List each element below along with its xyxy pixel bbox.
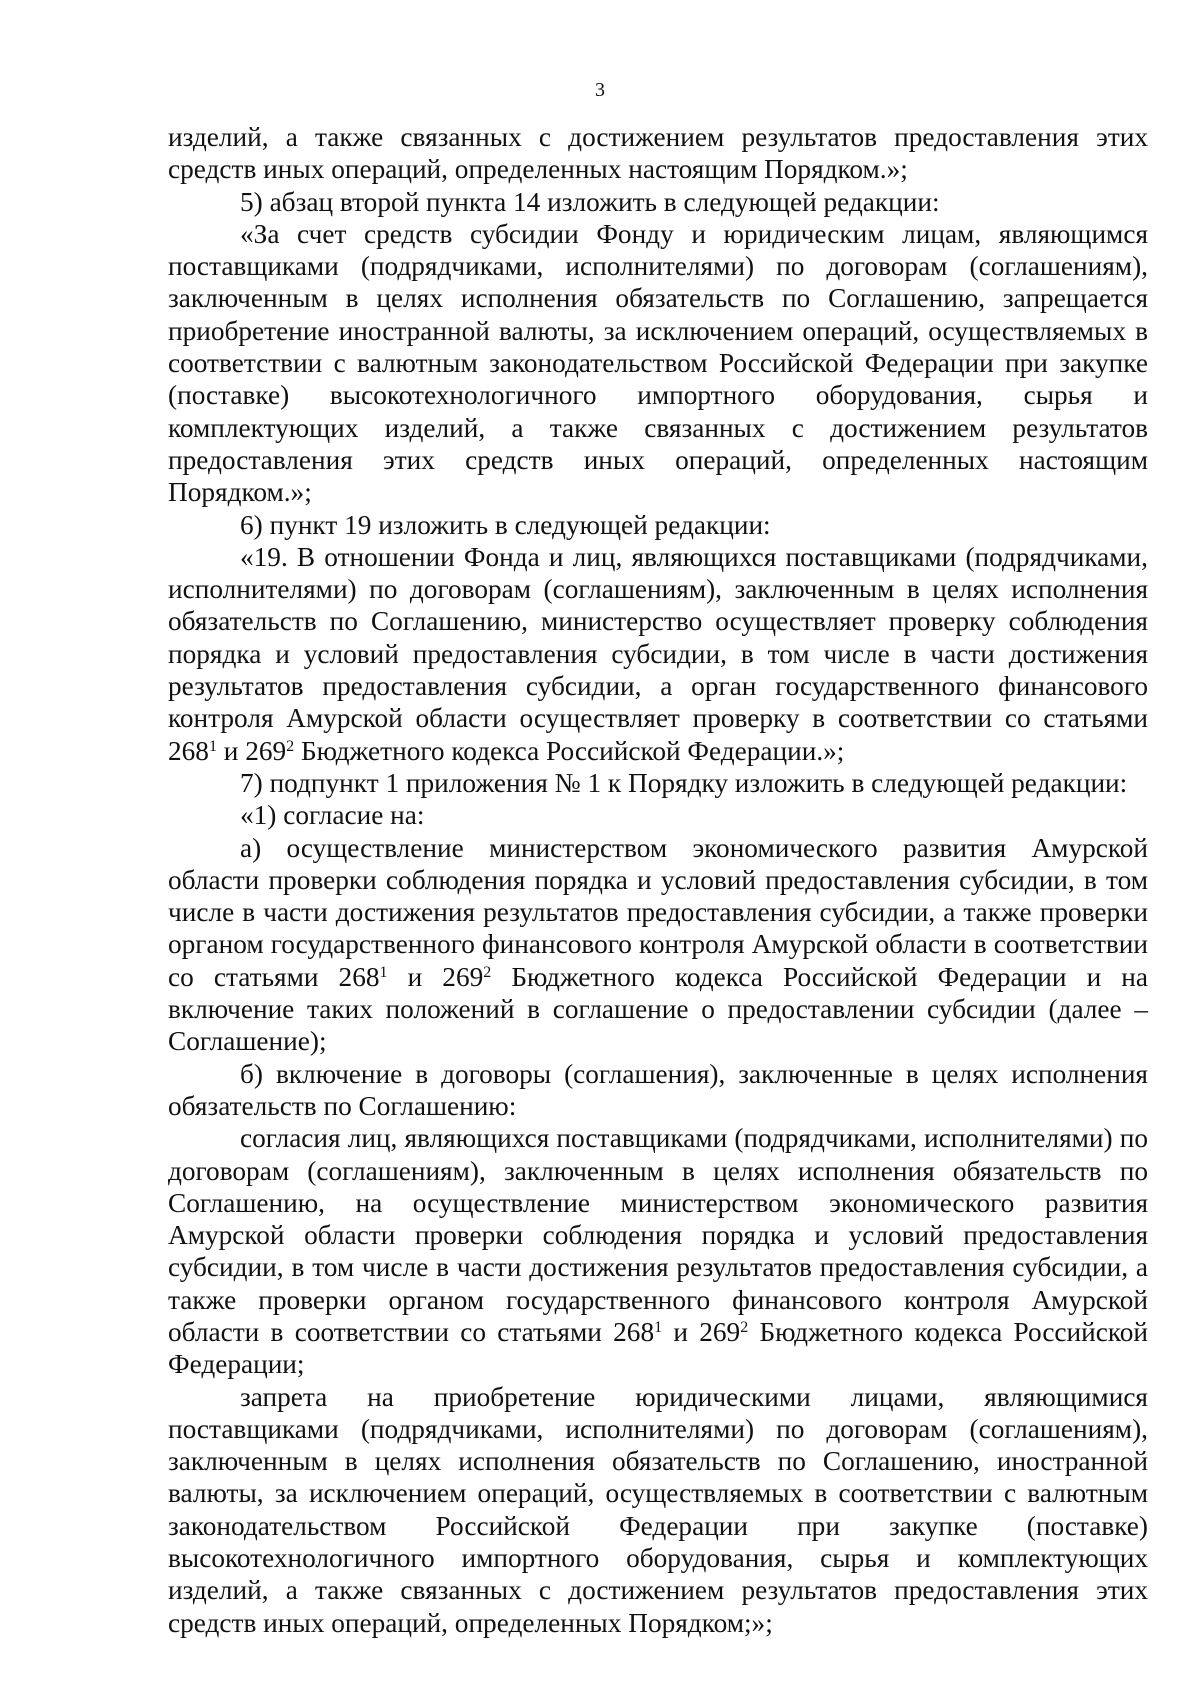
paragraph-item-6: 6) пункт 19 изложить в следующей редакции:: [240, 509, 771, 540]
paragraph-subitem-b: б) включение в договоры (соглашения), заключенные в целях исполнения обязательств по Соглашению:: [168, 1058, 1148, 1121]
paragraph-item-7: 7) подпункт 1 приложения № 1 к Порядку изложить в следующей редакции:: [240, 767, 1128, 798]
document-body: [168, 121, 1148, 1639]
paragraph-prohibition: запрета на приобретение юридическими лицами, являющимися поставщиками (подрядчиками, исполнителями) по договорам (соглашениям), заключенным в целях исполнения обязательств по Соглашению, иностранной валюты, за исключением операций, осуществляемых в соответствии с валютным законодательством Российской Федерации при закупке (поставке) высокотехнологичного импортного оборудования, сырья и комплектующих изделий, а также связанных с достижением результатов предоставления этих средств иных операций, определенных Порядком;»;: [168, 1381, 1148, 1638]
paragraph-item-5-quote: «За счет средств субсидии Фонду и юридическим лицам, являющимся поставщиками (подрядчиками, исполнителями) по договорам (соглашениям), заключенным в целях исполнения обязательств по Соглашению, запрещается приобретение иностранной валюты, за исключением операций, осуществляемых в соответствии с валютным законодательством Российской Федерации при закупке (поставке) высокотехнологичного импортного оборудования, сырья и комплектующих изделий, а также связанных с достижением результатов предоставления этих средств иных операций, определенных настоящим Порядком.»;: [168, 218, 1148, 508]
paragraph-subitem-1: «1) согласие на:: [240, 800, 425, 831]
paragraph-item-5: 5) абзац второй пункта 14 изложить в следующей редакции:: [240, 186, 940, 217]
paragraph-continuation: изделий, а также связанных с достижением результатов предоставления этих средств иных операций, определенных настоящим Порядком.»;: [168, 122, 1148, 185]
paragraph-consent: согласия лиц, являющихся поставщиками (подрядчиками, исполнителями) по договорам (соглашениям), заключенным в целях исполнения обязательств по Соглашению, на осуществление министерством экономического развития Амурской области проверки соблюдения порядка и условий предоставления субсидии, в том числе в части достижения результатов предоставления субсидии, а также проверки органом государственного финансового контроля Амурской области в соответствии со статьями $268^1$ и $269^2$ Бюджетного кодекса Российской Федерации;: [168, 1123, 1149, 1380]
paragraph-subitem-a: а) осуществление министерством экономического развития Амурской области проверки соблюдения порядка и условий предоставления субсидии, в том числе в части достижения результатов предоставления субсидии, а также проверки органом государственного финансового контроля Амурской области в соответствии со статьями $268^1$ и $269^2$ Бюджетного кодекса Российской Федерации и на включение таких положений в соглашение о предоставлении субсидии (далее – Соглашение);: [168, 832, 1149, 1057]
page-number: 3: [595, 79, 605, 101]
paragraph-item-6-quote: «19. В отношении Фонда и лиц, являющихся поставщиками (подрядчиками, исполнителями) по договорам (соглашениям), заключенным в целях исполнения обязательств по Соглашению, министерство осуществляет проверку соблюдения порядка и условий предоставления субсидии, в том числе в части достижения результатов предоставления субсидии, а орган государственного финансового контроля Амурской области осуществляет проверку в соответствии со статьями $268^1$ и $269^2$ Бюджетного кодекса Российской Федерации.»;: [168, 541, 1148, 766]
